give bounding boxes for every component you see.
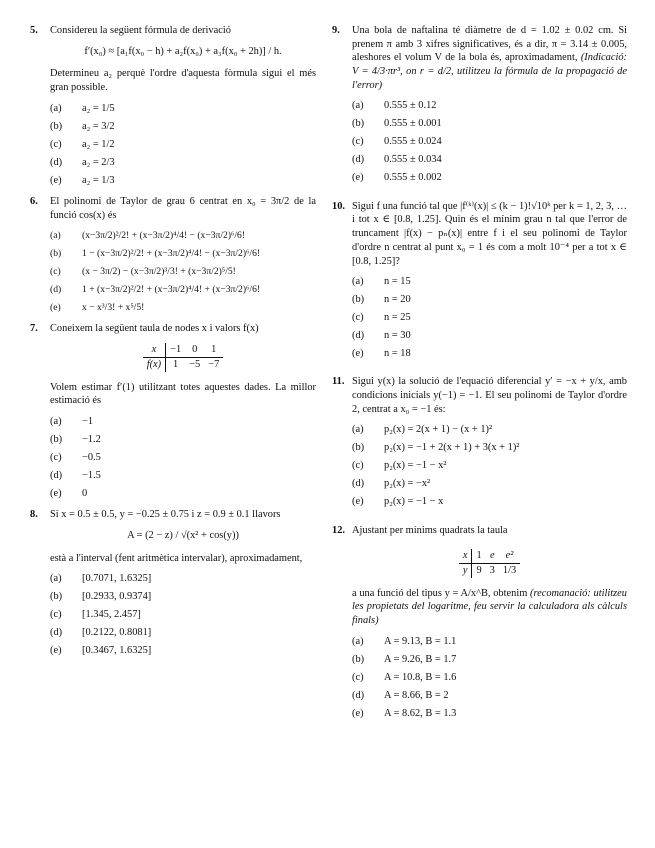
- option-e[interactable]: [50, 486, 316, 501]
- option-d[interactable]: [352, 477, 627, 492]
- table-header: y: [459, 564, 472, 578]
- option-label: (e): [352, 172, 364, 184]
- option-c[interactable]: [50, 450, 316, 465]
- option-label: (c): [352, 671, 364, 683]
- option-text: A = 8.66, B = 2: [384, 689, 449, 701]
- option-label: (d): [50, 626, 63, 638]
- option-label: (c): [50, 608, 62, 620]
- option-e[interactable]: [352, 706, 627, 721]
- option-label: (d): [50, 469, 63, 481]
- question-stem: [352, 24, 627, 93]
- option-label: (a): [50, 229, 61, 241]
- option-text: 1 + (x−3π/2)²/2! + (x−3π/2)⁴/4! + (x−3π/2)⁶/6!: [82, 283, 261, 295]
- data-table: [143, 343, 224, 371]
- question-stem: Si x = 0.5 ± 0.5, y = −0.25 ± 0.75 i z = 0.9 ± 0.1 llavors: [50, 509, 281, 521]
- table-header: x: [459, 549, 472, 563]
- options-list: [352, 423, 627, 510]
- data-table-wrap: [352, 549, 627, 577]
- option-b[interactable]: [50, 246, 316, 261]
- option-text: [0.7071, 1.6325]: [82, 572, 152, 584]
- option-c[interactable]: [50, 607, 316, 622]
- table-cell: 1/3: [502, 565, 517, 577]
- question-number: 11.: [332, 376, 345, 388]
- table-header: f(x): [143, 357, 166, 371]
- table-cell: −5: [189, 358, 201, 370]
- option-text: a₂ = 3/2: [82, 120, 115, 132]
- option-a[interactable]: [352, 99, 627, 114]
- table-cell: −1: [166, 343, 186, 357]
- option-label: (e): [50, 487, 62, 499]
- option-text: x − x³/3! + x⁵/5!: [82, 301, 145, 313]
- option-e[interactable]: [352, 346, 627, 361]
- question-stem-continued: Volem estimar f′(1) utilitzant totes aquestes dades. La millor estimació és: [50, 381, 316, 407]
- question-12: [332, 524, 627, 721]
- option-text: −1.5: [82, 469, 101, 481]
- question-stem-continued: Determineu a₂ perquè l'ordre d'aquesta fòrmula sigui el més gran possible.: [50, 68, 316, 94]
- option-label: (c): [352, 460, 364, 472]
- option-label: (a): [352, 635, 364, 647]
- table-cell: 9: [476, 565, 482, 577]
- option-label: (e): [50, 174, 62, 186]
- question-stem-text: a una funció del tipus y = A/x^B, obtenim: [352, 587, 528, 599]
- option-c[interactable]: [352, 135, 627, 150]
- options-list: [50, 414, 316, 501]
- option-e[interactable]: [352, 171, 627, 186]
- option-text: A = 8.62, B = 1.3: [384, 707, 457, 719]
- option-label: (b): [50, 433, 63, 445]
- data-table: [459, 549, 520, 577]
- question-stem: Sigui y(x) la solució de l'equació diferencial y′ = −x + y/x, amb condicions inicials y(−1) = −1. El seu polinomi de Taylor d'ordre 2, centrat a x₀ = −1 és:: [352, 376, 627, 415]
- question-number: 7.: [30, 323, 38, 335]
- option-a[interactable]: [50, 101, 316, 116]
- option-text: n = 25: [384, 311, 411, 323]
- option-label: (d): [352, 689, 365, 701]
- option-c[interactable]: [352, 459, 627, 474]
- option-d[interactable]: [50, 468, 316, 483]
- data-table-wrap: [50, 343, 316, 371]
- option-label: (b): [352, 653, 365, 665]
- table-cell: 1: [173, 358, 179, 370]
- question-stem: El polinomi de Taylor de grau 6 centrat en x₀ = 3π/2 de la funció cos(x) és: [50, 195, 316, 221]
- option-text: 0.555 ± 0.001: [384, 118, 442, 130]
- option-d[interactable]: [352, 688, 627, 703]
- question-hint: (recomanació: utilitzeu les propietats del logaritme, feu servir la calculadora als càlculs finals): [352, 587, 627, 627]
- option-text: 0.555 ± 0.12: [384, 100, 437, 112]
- option-a[interactable]: [352, 634, 627, 649]
- option-c[interactable]: [352, 310, 627, 325]
- option-b[interactable]: [352, 652, 627, 667]
- option-label: (e): [352, 707, 364, 719]
- option-label: (e): [352, 347, 364, 359]
- option-label: (c): [50, 451, 62, 463]
- question-number: 5.: [30, 25, 38, 36]
- option-text: 1 − (x−3π/2)²/2! + (x−3π/2)⁴/4! − (x−3π/2)⁶/6!: [82, 247, 261, 259]
- question-stem: Coneixem la següent taula de nodes x i valors f(x): [50, 323, 259, 335]
- question-number: 10.: [332, 200, 345, 212]
- option-text: −0.5: [82, 451, 101, 463]
- option-label: (b): [50, 247, 62, 259]
- option-text: [0.3467, 1.6325]: [82, 644, 152, 656]
- option-text: a₂ = 1/2: [82, 138, 115, 150]
- option-d[interactable]: [50, 155, 316, 170]
- option-text: p₂(x) = −1 − x²: [384, 460, 447, 472]
- option-text: a₂ = 1/5: [82, 102, 115, 114]
- question-stem: Sigui f una funció tal que |f⁽ᵏ⁾(x)| ≤ (k − 1)!√10ᵏ per k = 1, 2, 3, … i tot x ∈ [0.8, 1.25]. Quin és el mínim grau n tal que l'error de truncament |f(x) − pₙ(x)| entre f i el seu polinomi de Taylor d'ordre n centrat al punt x₀ = 1 és com a molt 10⁻⁴ per a tot x ∈ [0.8, 1.25]?: [352, 200, 627, 267]
- table-header: x: [143, 343, 166, 357]
- question-stem: Considereu la següent fórmula de derivació: [50, 25, 231, 36]
- option-label: (a): [50, 415, 62, 427]
- option-label: (d): [352, 478, 365, 490]
- option-text: −1.2: [82, 433, 101, 445]
- options-list: [352, 634, 627, 721]
- option-b[interactable]: [352, 292, 627, 307]
- question-number: 9.: [332, 25, 340, 36]
- option-c[interactable]: [352, 670, 627, 685]
- table-cell: 0: [185, 343, 204, 357]
- option-a[interactable]: [50, 228, 316, 243]
- option-c[interactable]: [50, 137, 316, 152]
- option-b[interactable]: [50, 432, 316, 447]
- option-text: p₂(x) = −1 − x: [384, 496, 444, 508]
- option-label: (b): [352, 293, 365, 305]
- question-10: [332, 200, 627, 362]
- option-text: a₂ = 2/3: [82, 156, 115, 168]
- option-text: a₂ = 1/3: [82, 174, 115, 186]
- question-5: [30, 24, 316, 188]
- option-label: (d): [50, 283, 62, 295]
- left-column: [30, 24, 316, 665]
- table-cell: 3: [489, 565, 495, 577]
- options-list: [352, 99, 627, 186]
- option-label: (a): [352, 100, 364, 112]
- question-hint: (Indicació: V = 4/3·πr³, on r = d/2, utilitzeu la fórmula de la propagació de l'error): [352, 52, 627, 91]
- option-c[interactable]: [50, 264, 316, 279]
- table-cell: 1: [472, 549, 486, 563]
- option-label: (b): [352, 118, 365, 130]
- question-stem-continued: [352, 587, 627, 628]
- option-b[interactable]: [352, 117, 627, 132]
- question-11: [332, 375, 627, 509]
- option-text: n = 20: [384, 293, 411, 305]
- option-text: 0.555 ± 0.034: [384, 154, 442, 166]
- option-a[interactable]: [50, 571, 316, 586]
- option-label: (a): [352, 275, 364, 287]
- question-8: [30, 508, 316, 658]
- formula-display: f′(x₀) ≈ [a₁f(x₀ − h) + a₂f(x₀) + a₃f(x₀ + 2h)] / h.: [84, 45, 282, 57]
- option-label: (c): [50, 138, 62, 150]
- option-text: 0.555 ± 0.024: [384, 136, 442, 148]
- option-text: [0.2122, 0.8081]: [82, 626, 152, 638]
- option-text: p₂(x) = −x²: [384, 478, 431, 490]
- question-9: [332, 24, 627, 186]
- option-label: (a): [352, 424, 364, 436]
- option-text: p₂(x) = −1 + 2(x + 1) + 3(x + 1)²: [384, 442, 520, 454]
- right-column: [332, 24, 627, 728]
- option-d[interactable]: [352, 328, 627, 343]
- option-text: p₂(x) = 2(x + 1) − (x + 1)²: [384, 424, 493, 436]
- table-cell: e: [486, 549, 499, 563]
- table-cell: 1: [204, 343, 223, 357]
- option-e[interactable]: [50, 173, 316, 188]
- question-number: 6.: [30, 195, 38, 207]
- option-text: n = 30: [384, 329, 411, 341]
- options-list: [352, 274, 627, 361]
- option-text: [1.345, 2.457]: [82, 608, 141, 620]
- option-label: (d): [50, 156, 63, 168]
- option-text: (x − 3π/2) − (x−3π/2)³/3! + (x−3π/2)⁵/5!: [82, 265, 236, 277]
- option-label: (d): [352, 329, 365, 341]
- option-text: (x−3π/2)²/2! + (x−3π/2)⁴/4! − (x−3π/2)⁶/6!: [82, 229, 246, 241]
- option-b[interactable]: [50, 119, 316, 134]
- option-e[interactable]: [352, 495, 627, 510]
- option-e[interactable]: [50, 643, 316, 658]
- option-text: n = 15: [384, 275, 411, 287]
- formula-display: A = (2 − z) / √(x² + cos(y)): [127, 529, 239, 541]
- option-d[interactable]: [50, 282, 316, 297]
- option-text: 0: [82, 487, 88, 499]
- options-list: [50, 228, 316, 315]
- option-e[interactable]: [50, 300, 316, 315]
- option-d[interactable]: [352, 153, 627, 168]
- question-6: [30, 195, 316, 315]
- option-label: (c): [352, 136, 364, 148]
- question-stem: Ajustant per mínims quadrats la taula: [352, 524, 508, 536]
- option-label: (e): [352, 496, 364, 508]
- option-a[interactable]: [352, 423, 627, 438]
- question-stem-text: Una bola de naftalina té diàmetre de d = 1.02 ± 0.02 cm. Si prenem π amb 3 xifres significatives, és a dir, π = 3.14 ± 0.005, aleshores el volum V de la bola és, aproximadament,: [352, 25, 627, 64]
- option-label: (a): [50, 572, 62, 584]
- option-label: (e): [50, 301, 61, 313]
- option-label: (c): [352, 311, 364, 323]
- option-label: (a): [50, 102, 62, 114]
- option-text: A = 10.8, B = 1.6: [384, 671, 457, 683]
- options-list: [50, 101, 316, 188]
- table-cell: e²: [499, 549, 520, 563]
- question-7: [30, 322, 316, 501]
- option-text: A = 9.26, B = 1.7: [384, 653, 457, 665]
- option-text: A = 9.13, B = 1.1: [384, 635, 457, 647]
- option-a[interactable]: [50, 414, 316, 429]
- option-text: −1: [82, 415, 94, 427]
- option-d[interactable]: [50, 625, 316, 640]
- option-label: (e): [50, 644, 62, 656]
- option-text: 0.555 ± 0.002: [384, 172, 442, 184]
- question-number: 12.: [332, 524, 345, 536]
- question-number: 8.: [30, 509, 38, 521]
- option-text: [0.2933, 0.9374]: [82, 590, 152, 602]
- option-label: (b): [352, 442, 365, 454]
- option-label: (b): [50, 120, 63, 132]
- option-b[interactable]: [352, 441, 627, 456]
- option-label: (c): [50, 265, 61, 277]
- option-label: (b): [50, 590, 63, 602]
- question-stem-continued: està a l'interval (fent aritmètica intervalar), aproximadament,: [50, 552, 303, 564]
- table-cell: −7: [208, 358, 220, 370]
- option-text: n = 18: [384, 347, 411, 359]
- option-label: (d): [352, 154, 365, 166]
- option-b[interactable]: [50, 589, 316, 604]
- option-a[interactable]: [352, 274, 627, 289]
- options-list: [50, 571, 316, 658]
